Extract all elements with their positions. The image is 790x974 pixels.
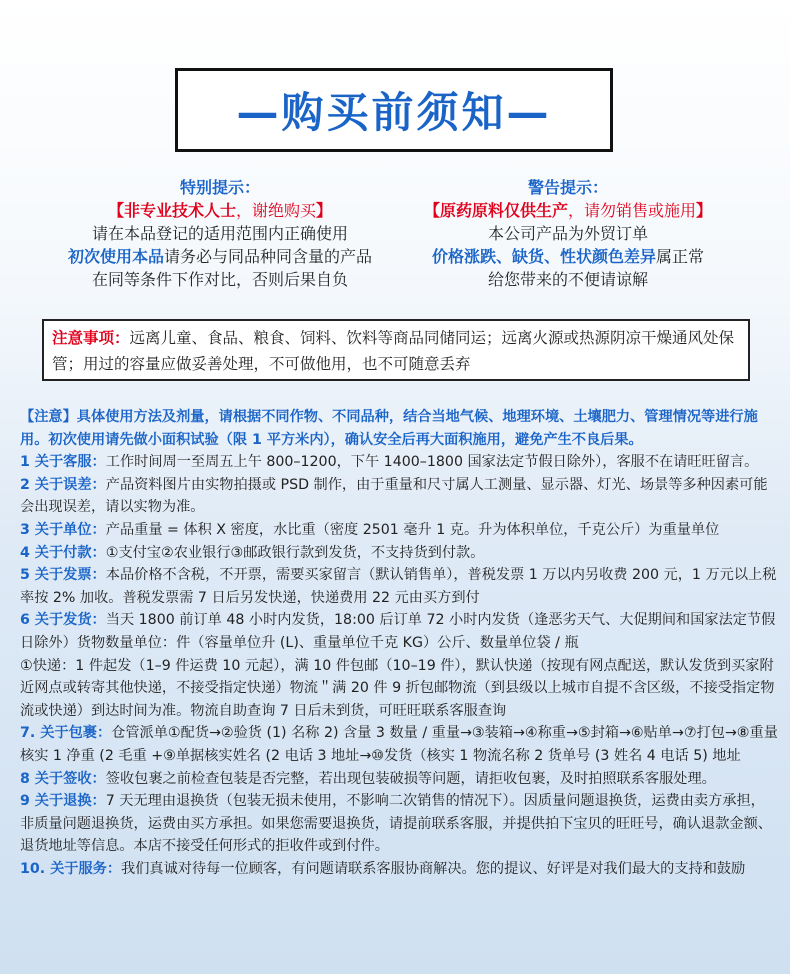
bracket-close: 】 [696,201,713,220]
special-line3 [40,245,400,268]
term-item [20,858,778,881]
terms-list [20,451,778,880]
bracket-close: 】 [316,201,333,220]
special-line3-bold: 初次使用本品 [67,247,164,266]
term-item [20,609,778,722]
special-notice-column [40,176,400,291]
term-text: 工作时间周一至周五上午 800–1200，下午 1400–1800 国家法定节假日除外），客服不在请旺旺留言。 [105,454,759,471]
term-text: 我们真诚对待每一位顾客，有问题请联系客服协商解决。您的提议、好评是对我们最大的支持和鼓励 [121,860,746,877]
term-text: 签收包裹之前检查包装是否完整，若出现包装破损等问题，请拒收包裹，及时拍照联系客服处理。 [105,770,716,787]
bracket-open: 【 [423,201,440,220]
term-label: 4 关于付款： [20,544,106,561]
term-text: 产品资料图片由实物拍摄或 PSD 制作，由于重量和尺寸属人工测量、显示器、灯光、场景等多种因素可能会出现误差，请以实物为准。 [20,476,768,516]
warning-notice-column [388,176,748,291]
warning-line4: 给您带来的不便请谅解 [487,270,648,289]
term-label: 3 关于单位： [20,521,106,538]
term-text: ①支付宝②农业银行③邮政银行款到发货，不支持货到付款。 [105,544,485,561]
term-item [20,564,778,609]
term-item [20,451,778,474]
warning-heading: 警告提示： [527,178,608,197]
page-title: —购买前须知— [236,88,552,137]
bracket-open: 【 [107,201,124,220]
special-highlight-red: 非专业技术人士 [123,201,236,220]
term-label: 10. 关于服务： [20,860,122,877]
term-label: 6 关于发货： [20,612,106,629]
title-banner [175,68,613,152]
special-line2: 请在本品登记的适用范围内正确使用 [91,224,348,243]
warning-highlight [388,199,748,222]
term-text: 7 天无理由退换货（包装无损未使用，不影响二次销售的情况下）。因质量问题退换货，运费由卖方承担，非质量问题退换货，运费由买方承担。如果您需要退换货，请提前联系客服，并提供拍下宝贝的旺旺号，确认退款金额、退货地址等信息。本店不接受任何形式的拒收件或到付件。 [20,793,772,855]
warning-highlight-rest: ，请勿销售或施用 [568,201,697,220]
notice-box [42,319,750,381]
warning-line3-rest: 属正常 [656,247,705,266]
term-item [20,519,778,542]
term-label: 9 关于退换： [20,793,106,810]
warning-line3-bold: 价格涨跌、缺货、性状颜色差异 [431,247,656,266]
term-label: 1 关于客服： [20,454,106,471]
notice-label: 注意事项： [52,329,130,347]
term-item [20,542,778,565]
special-highlight-rest: ，谢绝购买 [236,201,317,220]
warning-highlight-red: 原药原料仅供生产 [439,201,568,220]
special-line3-rest: 请务必与同品种同含量的产品 [164,247,373,266]
term-label: 2 关于误差： [20,476,106,493]
warning-line3 [388,245,748,268]
term-item [20,474,778,519]
special-heading: 特别提示： [179,178,260,197]
notice-text: 远离儿童、食品、粮食、饲料、饮料等商品同储同运；远离火源或热源阴凉干燥通风处保管；用过的容量应做妥善处理，不可做他用，也不可随意丢弃 [52,329,735,373]
term-label: 7. 关于包裹： [20,725,112,742]
terms-body [20,406,778,880]
term-text: 当天 1800 前订单 48 小时内发货，18:00 后订单 72 小时内发货（逢恶劣天气、大促期间和国家法定节假日除外）货物数量单位：件（容量单位升 (L)、重量单位千克 KG）公斤、数量单位袋 / 瓶 ①快递：1 件起发（1–9 件运费 10 元起），满 10 件包邮（10–19 件），默认快递（按现有网点配送，默认发货到买家附近网点或转寄其他快递，不接受指定快递）物流＂满 20 件 9 折包邮物流（到县级以上城市自提不含区级，不接受指定物流或快递）到达时间为准。物流自助查询 7 日后未到货，可旺旺联系客服查询 [20,612,776,719]
term-text: 仓管派单①配货→②验货 (1) 名称 2) 含量 3 数量 / 重量→③装箱→④称重→⑤封箱→⑥贴单→⑦打包→⑧重量核实 1 净重 (2 毛重 +⑨单据核实姓名 (2 电话 3 地址→⑩发货（核实 1 物流名称 2 货单号 (3 姓名 4 电话 5) 地址 [20,725,778,764]
warning-line2: 本公司产品为外贸订单 [487,224,648,243]
term-label: 5 关于发票： [20,567,106,584]
term-text: 本品价格不含税，不开票，需要买家留言（默认销售单），普税发票 1 万以内另收费 200 元，1 万元以上税率按 2% 加收。普税发票需 7 日后另发快递，快递费用 22 元由买方到付 [20,567,777,606]
term-text: 产品重量 = 体积 X 密度，水比重（密度 2501 毫升 1 克。升为体积单位，千克公斤）为重量单位 [105,521,720,538]
intro-paragraph: 【注意】具体使用方法及剂量，请根据不同作物、不同品种，结合当地气候、地理环境、土壤肥力、管理情况等进行施用。初次使用请先做小面积试验（限 1 平方米内），确认安全后再大面积施用，避免产生不良后果。 [20,409,758,448]
term-label: 8 关于签收： [20,770,106,787]
term-item [20,722,778,767]
term-item [20,768,778,791]
term-item [20,790,778,858]
special-line4: 在同等条件下作对比，否则后果自负 [91,270,348,289]
special-highlight [40,199,400,222]
